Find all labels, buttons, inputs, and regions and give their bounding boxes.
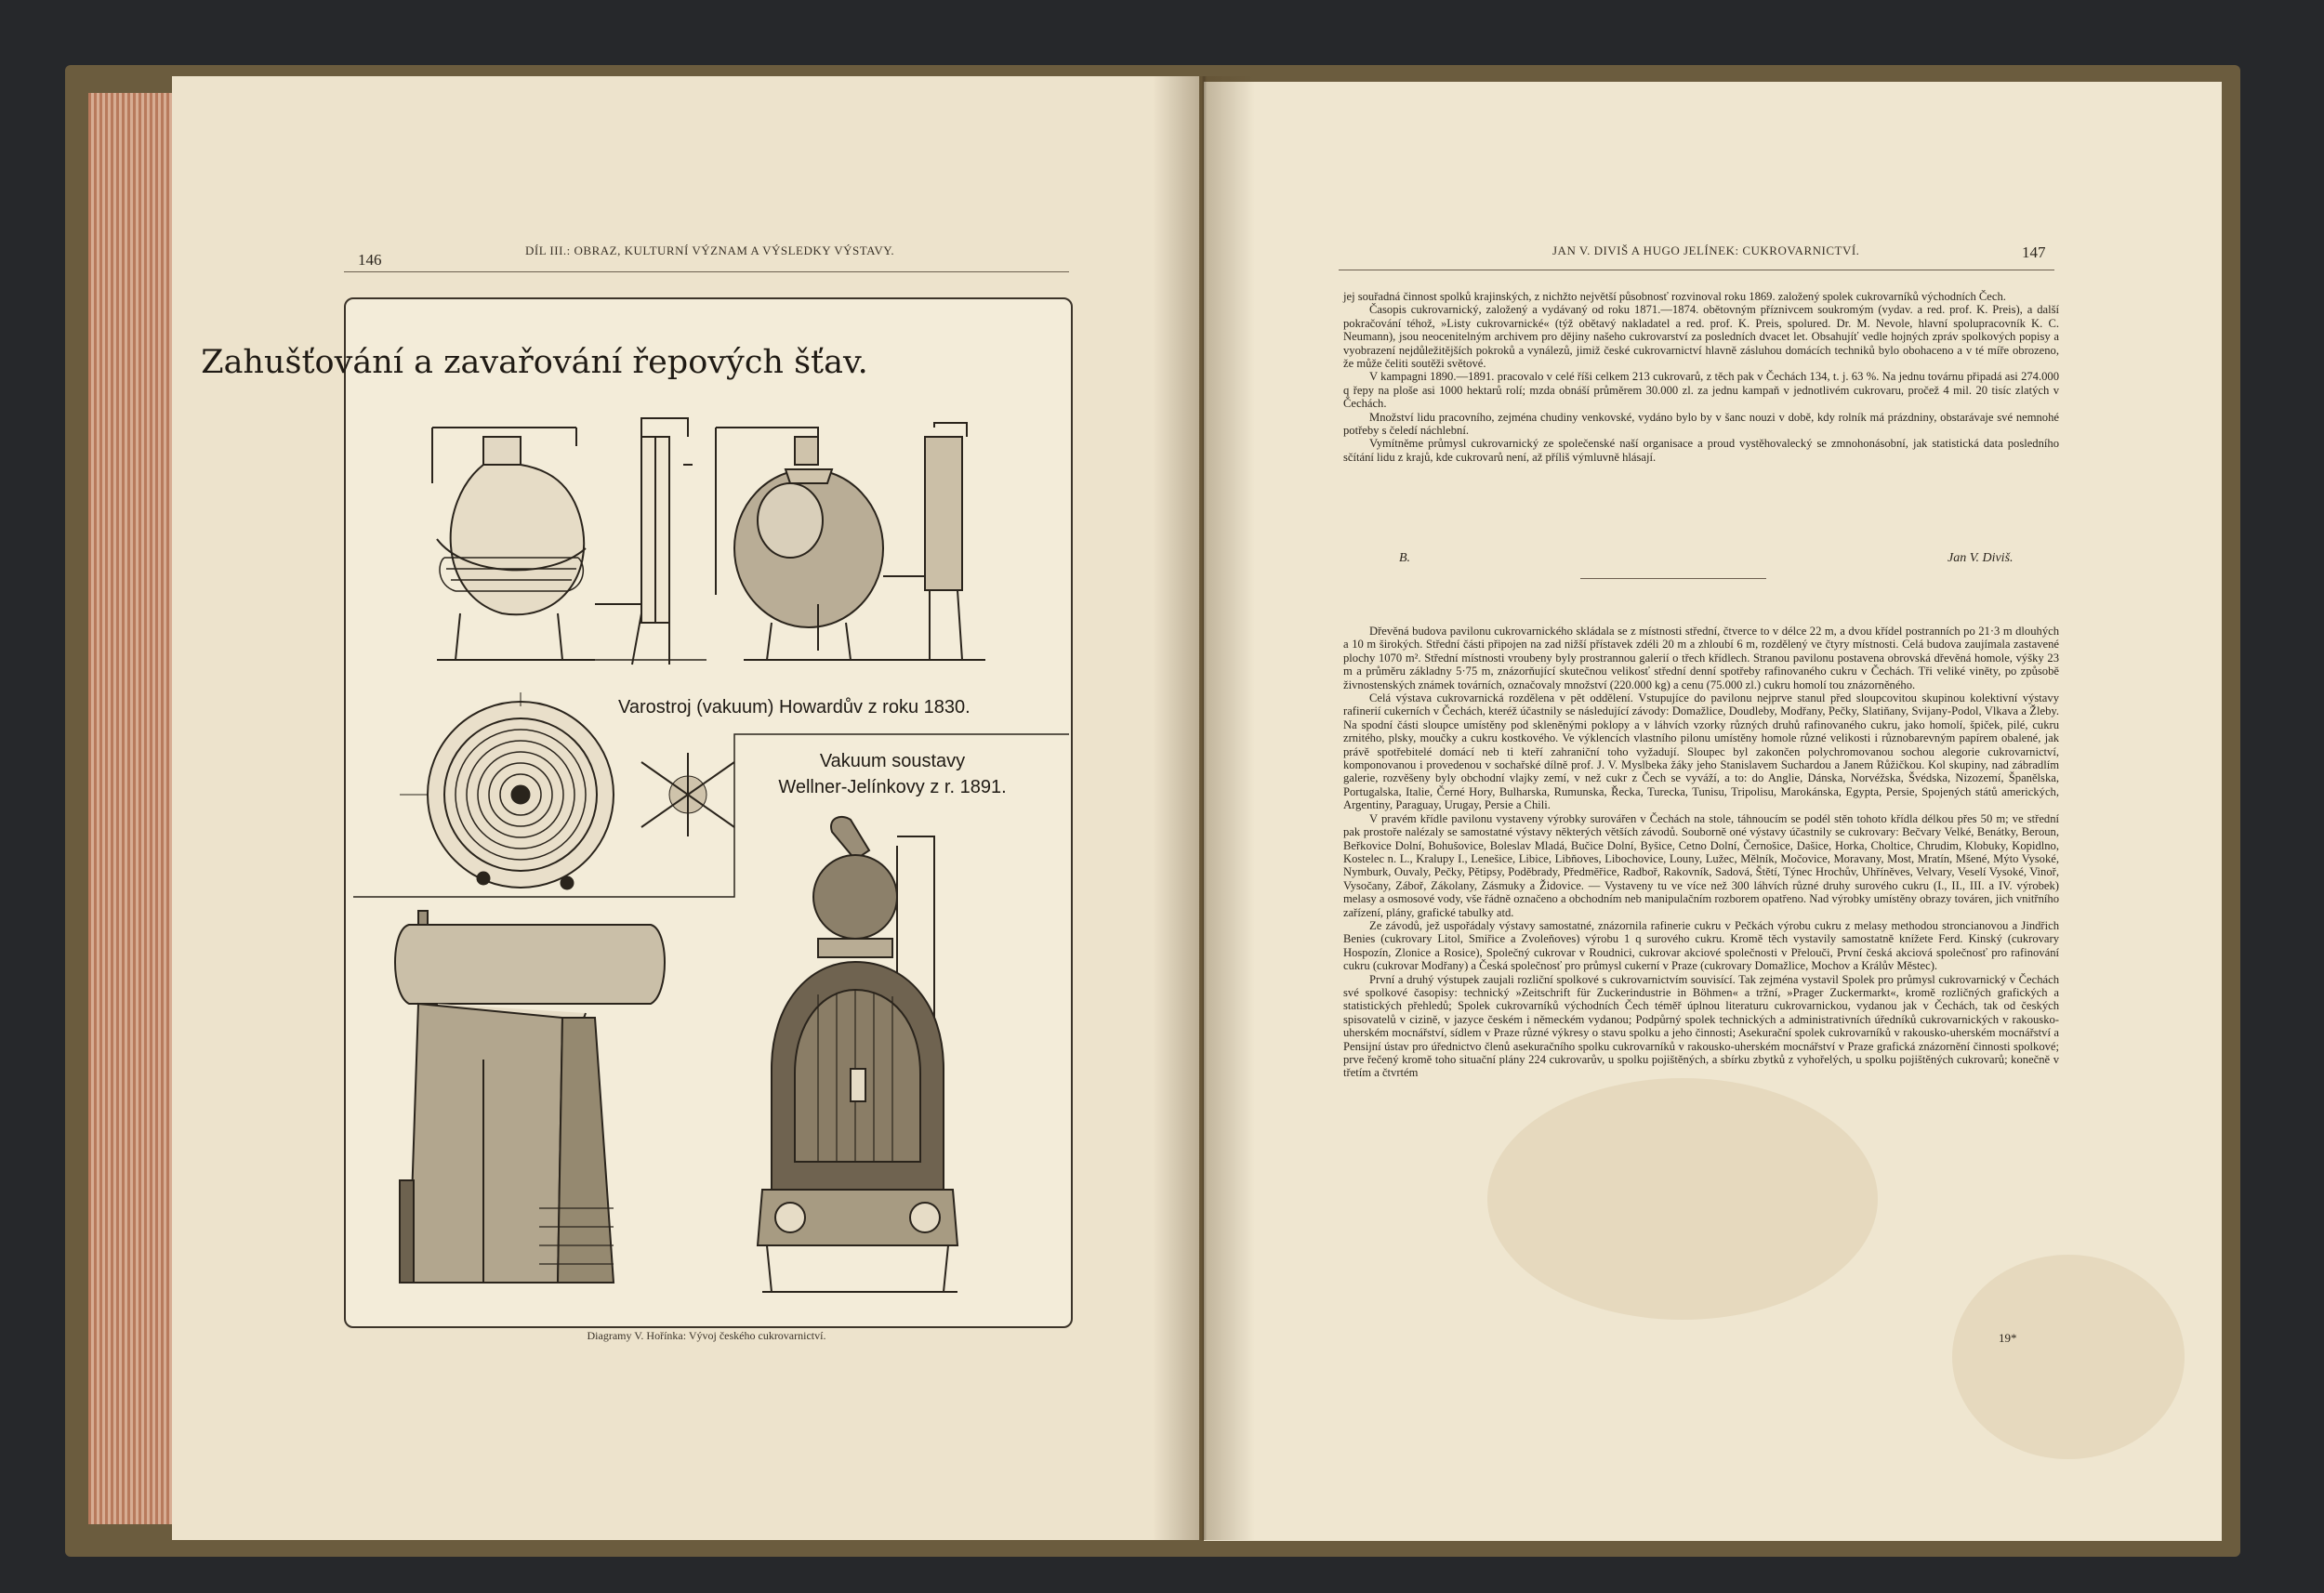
page-number-left: 146 [358, 251, 382, 269]
caption-wellner-line-1: Vakuum soustavy [819, 751, 966, 771]
text-block-top [1343, 290, 2059, 464]
howard-vacuum-second-view [734, 423, 985, 660]
paragraph: Vymítněme průmysl cukrovarnický ze společenské naší organisace a proud vystěhovalecký se zmnohonásobní, jak statistická data posledního sčítání lidu z krajů, kde cukrovarů není, až příliš výmluvně hlásají. [1343, 437, 2059, 464]
wellner-jelinek-vacuum-apparatus [758, 817, 957, 1292]
paragraph: Celá výstava cukrovarnická rozdělena v pět oddělení. Vstupujíce do pavilonu nejprve stanul před sloupcovitou skupinou kolektivní výstavy rafinerií cukerních v Čechách, kteréž účastnily se následující závody: Domažlice, Doudleby, Modřany, Pečky, Slatiňany, Svijany-Podol, Vlkava a Žleby. Na spodní části sloupce umístěny pod skleněnými poklopy a v láhvích vzorky různých druhů rafinovaného cukru, jako homolí, špiček, pilé, cukru zrnitého, plsky, moučky a cukru kostkového. Ve výklencích vlastního pilonu umístěny homole různé velikosti i různobarevným papírem obalené, jak právě spotřebitelé domácí neb ti kteří zahraniční toho vyžadují. Sloupec byl zakončen polychromovanou sochou alegorie cukrovarnictví, komponovanou i provedenou v sochařské dílně prof. J. V. Myslbeka žáky jeho Stanislavem Suchardou a Janem Růžičkou. Kol skupiny, nad zábradlím galerie, rozvěšeny byly obchodní vlajky zemí, v než cukr z Čech se vyváží, a to: do Anglie, Dánska, Norvéžska, Švédska, Nizozemí, Španělska, Portugalska, Italie, Černé Hory, Bulharska, Rumunska, Řecka, Turecka, Tunisu, Tripolisu, Marokánska, Egypta, Persie, Spojených států amerických, Argentiny, Paraguay, Urugay, Persie a Chili. [1343, 691, 2059, 812]
caption-wellner-line-2: Wellner-Jelínkovy z r. 1891. [778, 777, 1007, 797]
section-mark: B. [1399, 551, 1411, 565]
signature-mark: 19* [1999, 1331, 2017, 1345]
paragraph: V kampagni 1890.—1891. pracovalo v celé říši celkem 213 cukrovarů, z těch pak v Čechách 134, t. j. 63 %. Na jednu továrnu připadá asi 274.000 q řepy na ploše asi 1000 hektarů rolí; mzda obnáší průměrem 30.000 zl. za jednu kampaň v jednotlivém cukrovaru, pročež 4 mil. 20 tisíc zlatých v Čechách. [1343, 370, 2059, 411]
page-number-right: 147 [2022, 244, 2046, 261]
running-head-left: DÍL III.: OBRAZ, KULTURNÍ VÝZNAM A VÝSLEDKY VÝSTAVY. [525, 244, 895, 257]
paragraph: Časopis cukrovarnický, založený a vydávaný od roku 1871.—1874. obětovným příznivcem soukromým (vydav. a red. prof. K. Preis), a další pokračování téhož, »Listy cukrovarnické« (týž obětavý nakladatel a red. prof. K. Preis, spolured. Dr. M. Nevole, hlavní spolupracovník K. C. Neumann), jsou neocenitelným archivem pro dějiny našeho cukrovarství za posledních dvacet let. Obsahujíť vedle hojných zpráv spolkových popisy a vyobrazení nejdůležitějších pokroků a vynálezů, jimiž české cukrovarnictví hlavně zásluhou domácích techniků bylo obohaceno a v té míře obrozeno, že může čeliti soutěži světové. [1343, 303, 2059, 371]
caption-wellner [762, 748, 1023, 800]
plate-credit: Diagramy V. Hořínka: Vývoj českého cukrovarnictví. [587, 1329, 826, 1342]
paragraph: Ze závodů, jež uspořádaly výstavy samostatné, znázornila rafinerie cukru v Pečkách výrobu cukru z melasy methodou stroncianovou a Jindřich Benies (cukrovary Litol, Smiřice a Zvoleňoves) výrobu 1 q surového cukru. Kromě těch vystavily samostatně knížete Ferd. Kinský (cukrovary Hospozín, Zlonice a Rosice), Společný cukrovar v Roudnici, cukrovar akciové společnosti v Přelouči, První česká akciová společnosť pro rafinování cukru (cukrovar Modřany) a Česká společnosť pro průmysl cukerní v Praze (cukrovary Domažlice, Mochov a Králův Městec). [1343, 918, 2059, 973]
section-rule [1580, 578, 1766, 579]
text-block-main [1343, 625, 2059, 1080]
plate-title: Zahušťování a zavařování řepových šťav. [201, 344, 868, 381]
caption-howard: Varostroj (vakuum) Howardův z roku 1830. [618, 697, 971, 718]
running-head-right: JAN V. DIVIŠ A HUGO JELÍNEK: CUKROVARNICTVÍ. [1552, 244, 1860, 257]
paragraph: Dřevěná budova pavilonu cukrovarnického skládala se z místnosti střední, čtverce to v délce 22 m, a dvou křídel postranních po 21·3 m dlouhých a 10 m širokých. Střední části připojen na zad nižší přístavek zdéli 20 m a zhloubí 6 m, rozdělený ve čtyry místnosti. Celá budova zaujímala zastavené plochy 1070 m². Střední místnosti vroubeny byly prostrannou galerií o třech křídlech. Stranou pavilonu postavena obrovská dřevěná homole, výšky 23 m a průměru základny 5·75 m, znázorňující skutečnou velikosť střední denní spotřeby rafinovaného cukru v Čechách. Tři veliké viněty, po způsobě živnostenských známek továrních, označovaly množství (220.000 kg) a cenu (75.000 zl.) cukru homolí tou znázorněného. [1343, 625, 2059, 691]
paragraph: První a druhý výstupek zaujali rozliční spolkové s cukrovarnictvím souvisící. Tak zejména vystavil Spolek pro průmysl cukrovarnický v Čechách své spolkové časopisy: technický »Zeitschrift für Zuckerindustrie in Böhmen« a tržní, »Prager Zuckermarkt«, kromě rozličných grafických a statistických přehledů; Spolek cukrovarníků východních Čech téměř úplnou literaturu cukrovarnickou, vydanou jak v Čechách, tak od českých spisovatelů v cizině, v jazyce českém i německém vydanou; Podpůrný spolek technických a administrativních úředníků cukrovarnických v rakousko-uherském mocnářství, sídlem v Praze různé výkresy o stavu spolku a jeho činnosti; Asekurační spolek cukrovarníků v rakousko-uherském mocnářství a Pensijní ústav pro úřednictvo členů asekuračního spolku cukrovarníků v rakousko-uherském mocnářství v Praze grafická znázornění činnosti spolkové; prve řečený kromě toho situační plány 224 cukrovarův, u spolku pojištěných, a sbírku zbytků z vyhořelých, u spolku pojištěných cukrovarů; konečně v třetím a čtvrtém [1343, 972, 2059, 1080]
paragraph: V pravém křídle pavilonu vystaveny výrobky surovářen v Čechách na stole, táhnoucím se podél stěn tohoto křídla délkou přes 50 m; ve střední pak prostoře nalézaly se samostatné výstavy některých větších závodů. Souborně oné výstavy účastnily se cukrovary: Bečvary Velké, Benátky, Beroun, Beřkovice Dolní, Bohušovice, Boleslav Mladá, Bučice Dolní, Byšice, Cetno Dolní, Černošice, Dašice, Horka, Choltice, Chrudim, Klobuky, Kopidlno, Kostelec n. L., Kralupy I., Lenešice, Libice, Libňoves, Libochovice, Louny, Lužec, Mělník, Močovice, Moravany, Most, Mratín, Mšené, Mýto Vysoké, Nymburk, Ouvaly, Pečky, Pětipsy, Poděbrady, Předměřice, Radboř, Rakovník, Sadová, Štětí, Týnec Hrochův, Uhříněves, Velvary, Veselí Vysoké, Vinoř, Vysočany, Záboř, Zákolany, Zásmuky a Židovice. — Vystaveny tu ve více než 300 láhvích různé druhy surového cukru (I., II., III. a IV. výrobek) melasy a osmosové vody, vše řádně označeno a obchodním neb manipulačním rozborem opatřeno. Nad výrobky umístěny obrazy továren, jich vnitřního zařízení, plány, grafické tabulky atd. [1343, 811, 2059, 919]
paragraph: jej souřadná činnost spolků krajinských, z nichžto největší působnosť rozvinoval roku 1869. založený spolek cukrovarníků východních Čech. [1343, 290, 2006, 303]
paragraph: Množství lidu pracovního, zejména chudiny venkovské, vydáno bylo by v šanc nouzi v době, kdy rolník má prázdniny, obstarávaje své nemnohé potřeby s čeledí náchlební. [1343, 410, 2059, 438]
howard-section-view [395, 911, 665, 1283]
author-signature: Jan V. Diviš. [1948, 551, 2014, 565]
howard-plan-view [400, 692, 734, 889]
